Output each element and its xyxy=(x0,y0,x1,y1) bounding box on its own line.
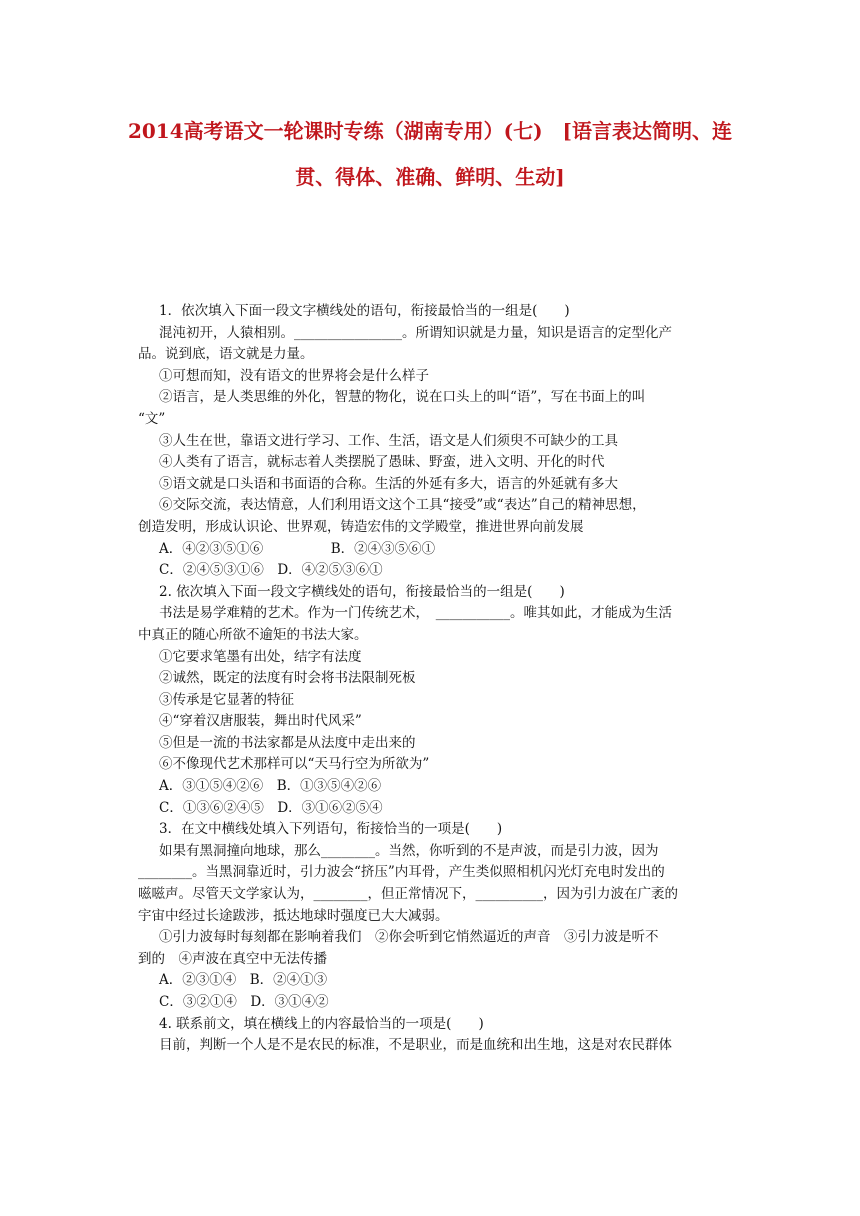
question-1-stem: 1．依次填入下面一段文字横线处的语句，衔接最恰当的一组是( ) xyxy=(159,303,570,319)
passage-line: 中真正的随心所欲不逾矩的书法大家。 xyxy=(138,626,368,643)
option-sentence: ①引力波每时每刻都在影响着我们 ②你会听到它悄然逼近的声音 ③引力波是听不 xyxy=(159,929,659,946)
option-sentence: ④人类有了语言，就标志着人类摆脱了愚昧、野蛮，进入文明、开化的时代 xyxy=(159,454,605,471)
question-2-stem: 2. 依次填入下面一段文字横线处的语句，衔接最恰当的一组是( ) xyxy=(159,583,565,600)
question-4-stem: 4. 联系前文，填在横线上的内容最恰当的一项是( ) xyxy=(159,1015,484,1032)
option-sentence: ④“穿着汉唐服装，舞出时代风采” xyxy=(159,713,362,730)
passage-line: 目前，判断一个人是不是农民的标准，不是职业，而是血统和出生地，这是对农民群体 xyxy=(159,1037,672,1054)
passage-line: 宇宙中经过长途跋涉，抵达地球时强度已大大减弱。 xyxy=(138,907,449,924)
option-sentence: ①它要求笔墨有出处，结字有法度 xyxy=(159,648,362,665)
option-sentence: ③传承是它显著的特征 xyxy=(159,691,294,708)
question-3-stem: 3．在文中横线处填入下列语句，衔接恰当的一项是( ) xyxy=(159,821,503,838)
option-sentence: ⑥不像现代艺术那样可以“天马行空为所欲为” xyxy=(159,756,430,773)
option-sentence: ③人生在世，靠语文进行学习、工作、生活，语文是人们须臾不可缺少的工具 xyxy=(159,432,618,449)
passage-line: 混沌初开，人猿相别。________________。所谓知识就是力量，知识是语言的定型化产 xyxy=(159,324,672,341)
option-sentence: 创造发明，形成认识论、世界观，铸造宏伟的文学殿堂，推进世界向前发展 xyxy=(138,518,584,535)
option-sentence: ②语言，是人类思维的外化，智慧的物化，说在口头上的叫“语”，写在书面上的叫 xyxy=(159,389,646,406)
option-sentence: ⑤语文就是口头语和书面语的合称。生活的外延有多大，语言的外延就有多大 xyxy=(159,475,618,492)
answer-choices: C．③②①④ D．③①④② xyxy=(159,994,329,1010)
answer-choices: C．②④⑤③①⑥ D．④②⑤③⑥① xyxy=(159,562,383,579)
option-sentence: ⑥交际交流，表达情意，人们利用语文这个工具“接受”或“表达”自己的精神思想， xyxy=(159,497,646,514)
title-line-2: 贯、得体、准确、鲜明、生动] xyxy=(295,165,565,189)
answer-choices: C．①③⑥②④⑤ D．③①⑥②⑤④ xyxy=(159,799,383,816)
answer-choices: A．④②③⑤①⑥ B．②④③⑤⑥① xyxy=(159,540,436,557)
option-sentence: ②诚然，既定的法度有时会将书法限制死板 xyxy=(159,670,416,687)
passage-line: 书法是易学难精的艺术。作为一门传统艺术， ___________。唯其如此，才能成为生活 xyxy=(159,605,672,622)
passage-line: 如果有黑洞撞向地球，那么________。当然，你听到的不是声波，而是引力波，因为 xyxy=(159,842,659,859)
answer-choices: A．②③①④ B．②④①③ xyxy=(159,972,328,989)
passage-line: 品。说到底，语文就是力量。 xyxy=(138,346,314,363)
option-sentence: ①可想而知，没有语文的世界将会是什么样子 xyxy=(159,367,429,384)
document-body xyxy=(138,301,743,1057)
option-sentence: ⑤但是一流的书法家都是从法度中走出来的 xyxy=(159,734,416,751)
passage-line: 嗞嗞声。尽管天文学家认为，________，但正常情况下，__________，因为引力波在广袤的 xyxy=(138,886,678,903)
option-sentence: “文” xyxy=(138,410,166,427)
answer-choices: A．③①⑤④②⑥ B．①③⑤④②⑥ xyxy=(159,778,382,795)
option-sentence: 到的 ④声波在真空中无法传播 xyxy=(138,950,327,967)
title-line-1: 2014高考语文一轮课时专练（湖南专用）(七) [语言表达简明、连 xyxy=(127,119,733,143)
passage-line: ________。当黑洞靠近时，引力波会“挤压”内耳骨，产生类似照相机闪光灯充电时发出的 xyxy=(138,864,665,881)
